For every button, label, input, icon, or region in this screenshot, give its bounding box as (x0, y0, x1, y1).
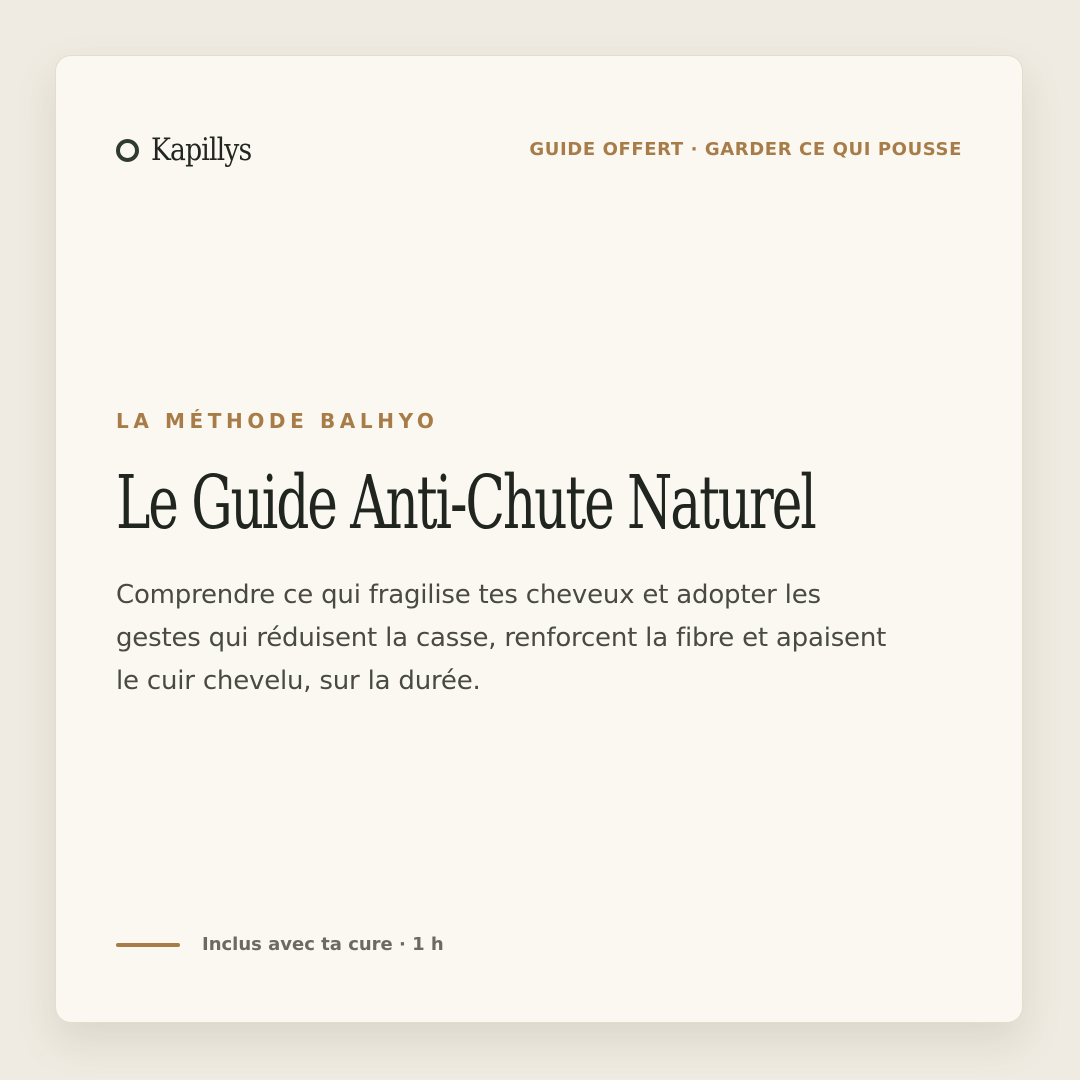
guide-card (55, 55, 1023, 1023)
ring-logo-icon (116, 139, 139, 162)
brand-name: Kapillys (151, 132, 252, 168)
guide-description: Comprendre ce qui fragilise tes cheveux et adopter les gestes qui réduisent la casse, renforcent la fibre et apaisent le cuir chevelu, sur la durée. (116, 580, 887, 696)
footer-note-text: Inclus avec ta cure · 1 h (202, 934, 444, 955)
method-eyebrow: LA MÉTHODE BALHYO (116, 409, 439, 433)
page-title: Le Guide Anti-Chute Naturel (116, 460, 815, 546)
brand-logo (116, 130, 268, 170)
accent-divider (116, 943, 180, 947)
footer-note (116, 930, 444, 960)
header-tagline: GUIDE OFFERT · GARDER CE QUI POUSSE (529, 139, 962, 160)
